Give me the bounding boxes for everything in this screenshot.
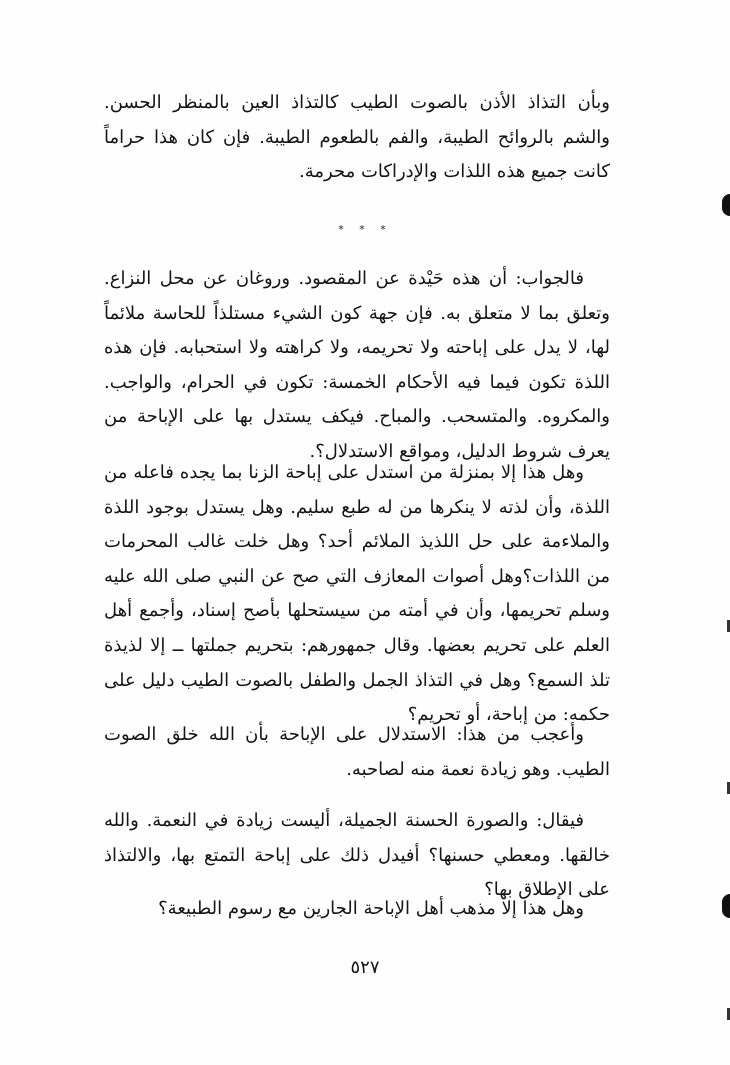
paragraph-6: وهل هذا إلا مذهب أهل الإباحة الجارين مع رسوم الطبيعة؟ bbox=[158, 898, 584, 919]
paragraph-5: فيقال: والصورة الحسنة الجميلة، أليست زيادة في النعمة. والله خالقها. ومعطي حسنها؟ أفيدل ذلك على إباحة التمتع بها، والالتذاذ على الإطلاق بها؟ bbox=[104, 810, 610, 901]
page-number: ٥٢٧ bbox=[350, 957, 380, 978]
paragraph-3: وهل هذا إلا بمنزلة من استدل على إباحة الزنا بما يجده فاعله من اللذة، وأن لذته لا ينكرها من له طبع سليم. وهل يستدل بوجود اللذة والملاءمة على حل اللذيذ الملائم أحد؟ وهل خلت غالب المحرمات من اللذات؟وهل أصوات المعازف التي صح عن النبي صلى الله عليه وسلم تحريمها، وأن في أمته من سيستحلها بأصح إسناد، وأجمع أهل العلم على تحريم بعضها. وقال جمهورهم: بتحريم جملتها ــ إلا لذيذة تلذ السمع؟ وهل في التذاذ الجمل والطفل بالصوت الطيب دليل على حكمه: من إباحة، أو تحريم؟ bbox=[104, 462, 610, 726]
paragraph-1: وبأن التذاذ الأذن بالصوت الطيب كالتذاذ العين بالمنظر الحسن. والشم بالروائح الطيبة، والفم بالطعوم الطيبة. فإن كان هذا حراماً كانت جميع هذه اللذات والإدراكات محرمة. bbox=[104, 92, 611, 183]
paragraph-2: فالجواب: أن هذه حَيْدة عن المقصود. وروغان عن محل النزاع. وتعلق بما لا متعلق به. فإن جهة كون الشيء مستلذاً للحاسة ملائماً لها، لا يدل على إباحته ولا تحريمه، ولا كراهته ولا استحبابه. فإن هذه اللذة تكون فيما فيه الأحكام الخمسة: تكون في الحرام، والواجب. والمكروه. والمتسحب. والمباح. فيكف يستدل بها على الإباحة من يعرف شروط الدليل، ومواقع الاستدلال؟. bbox=[104, 268, 610, 462]
paragraph-4: وأعجب من هذا: الاستدلال على الإباحة بأن الله خلق الصوت الطيب. وهو زيادة نعمة منه لصاحبه. bbox=[104, 724, 610, 780]
section-separator: * * * bbox=[338, 223, 392, 236]
binding-mark-bottom bbox=[722, 894, 730, 918]
binding-mark-top bbox=[722, 194, 730, 216]
